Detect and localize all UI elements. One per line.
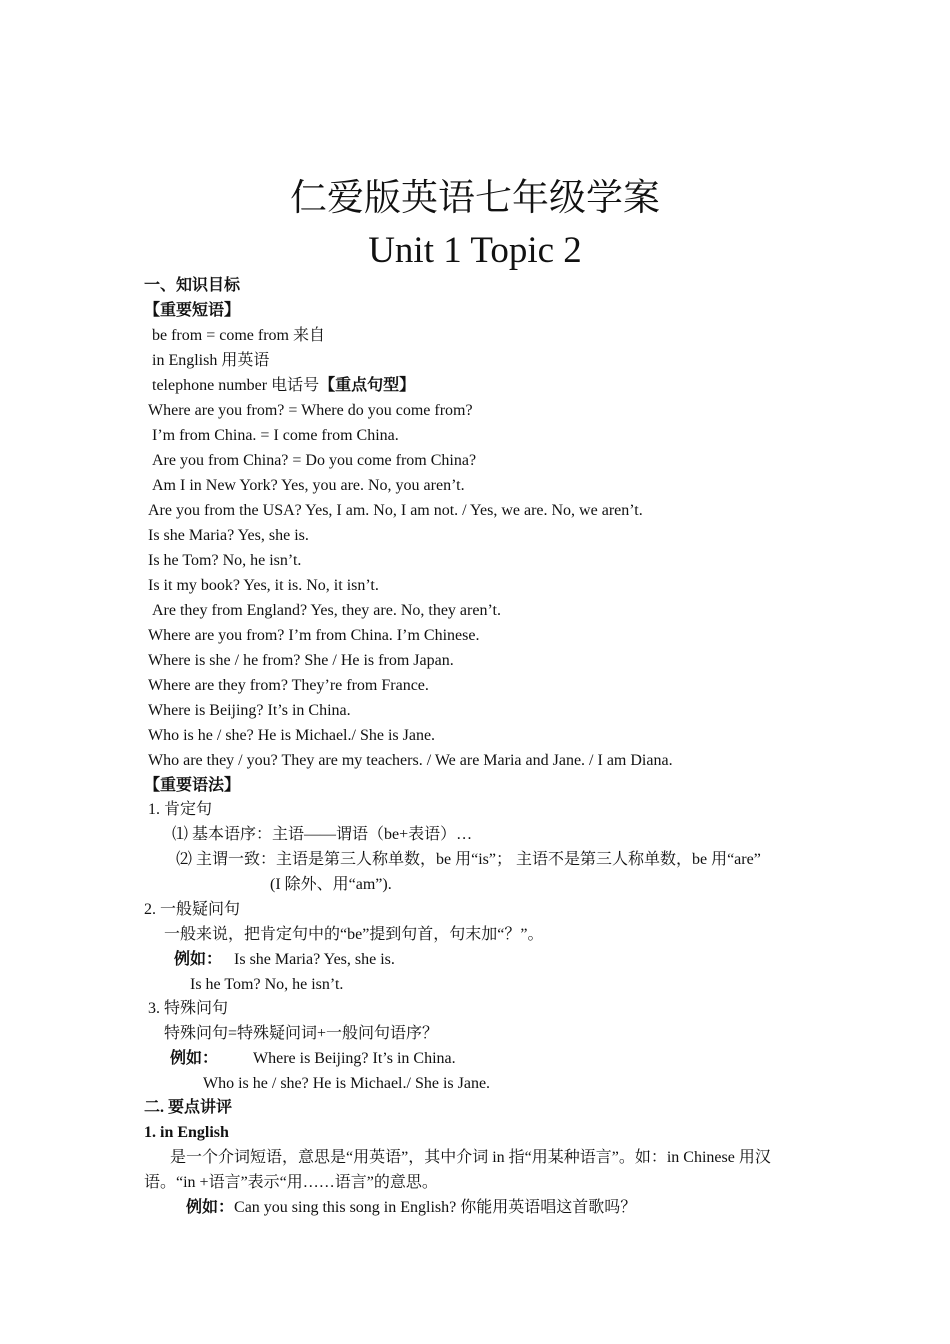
example-label: 例如： xyxy=(174,951,223,968)
grammar-item-3: 3. 特殊问句 xyxy=(148,1000,229,1017)
grammar-item-1: 1. 肯定句 xyxy=(148,801,213,818)
sentence-line: I’m from China. = I come from China. xyxy=(152,427,399,444)
grammar-item-2a: 一般来说，把肯定句中的“be”提到句首，句末加“？”。 xyxy=(164,926,544,943)
sentence-line: Who are they / you? They are my teachers. / We are Maria and Jane. / I am Diana. xyxy=(148,752,673,769)
phrase-line-with-heading xyxy=(152,376,415,396)
section-1-heading: 一、知识目标 xyxy=(144,277,241,294)
example-text: Where is Beijing? It’s in China. xyxy=(253,1050,456,1067)
sentence-line: Where is Beijing? It’s in China. xyxy=(148,702,351,719)
point-1-line-2: 语。“in +语言”表示“用……语言”的意思。 xyxy=(144,1174,438,1191)
grammar-item-1a: ⑴ 基本语序：主语——谓语（be+表语）… xyxy=(172,826,473,843)
section-2-heading: 二. 要点讲评 xyxy=(144,1099,233,1116)
sentence-line: Where are you from? = Where do you come from? xyxy=(148,402,473,419)
phrase-line: telephone number 电话号 xyxy=(152,377,320,394)
example-label: 例如： xyxy=(170,1050,219,1067)
sentence-line: Are you from China? = Do you come from China? xyxy=(152,452,477,469)
grammar-item-2: 2. 一般疑问句 xyxy=(144,901,241,918)
example-label: 例如： xyxy=(186,1199,235,1216)
example-line xyxy=(174,950,395,970)
grammar-item-1b: ⑵ 主谓一致：主语是第三人称单数，be 用“is”； 主语不是第三人称单数，be 用“are” xyxy=(176,851,761,868)
phrases-heading: 【重要短语】 xyxy=(144,302,241,319)
example-text: Is he Tom? No, he isn’t. xyxy=(190,976,344,993)
example-line xyxy=(186,1198,636,1218)
sentence-line: Where is she / he from? She / He is from Japan. xyxy=(148,652,454,669)
point-1-heading: 1. in English xyxy=(144,1124,229,1141)
sentence-line: Where are they from? They’re from France. xyxy=(148,677,429,694)
sentences-heading: 【重点句型】 xyxy=(319,377,416,394)
sentence-line: Am I in New York? Yes, you are. No, you aren’t. xyxy=(152,477,465,494)
grammar-item-1c: (I 除外、用“am”). xyxy=(270,876,392,893)
phrase-line: in English 用英语 xyxy=(152,352,270,369)
sentence-line: Are you from the USA? Yes, I am. No, I am not. / Yes, we are. No, we aren’t. xyxy=(148,502,643,519)
title-chinese: 仁爱版英语七年级学案 xyxy=(290,178,660,219)
sentence-line: Where are you from? I’m from China. I’m Chinese. xyxy=(148,627,480,644)
grammar-heading: 【重要语法】 xyxy=(144,777,241,794)
example-text: Is she Maria? Yes, she is. xyxy=(234,951,395,968)
example-text: Who is he / she? He is Michael./ She is Jane. xyxy=(203,1075,491,1092)
phrase-line: be from = come from 来自 xyxy=(152,327,325,344)
sentence-line: Are they from England? Yes, they are. No, they aren’t. xyxy=(152,602,501,619)
sentence-line: Is she Maria? Yes, she is. xyxy=(148,527,309,544)
sentence-line: Is it my book? Yes, it is. No, it isn’t. xyxy=(148,577,379,594)
title-english: Unit 1 Topic 2 xyxy=(368,230,582,271)
point-1-line-1: 是一个介词短语，意思是“用英语”，其中介词 in 指“用某种语言”。如：in Chinese 用汉 xyxy=(170,1149,771,1166)
example-text: Can you sing this song in English? 你能用英语唱这首歌吗？ xyxy=(234,1199,637,1216)
sentence-line: Is he Tom? No, he isn’t. xyxy=(148,552,302,569)
sentence-line: Who is he / she? He is Michael./ She is Jane. xyxy=(148,727,436,744)
grammar-item-3a: 特殊问句=特殊疑问词+一般问句语序？ xyxy=(164,1025,439,1042)
